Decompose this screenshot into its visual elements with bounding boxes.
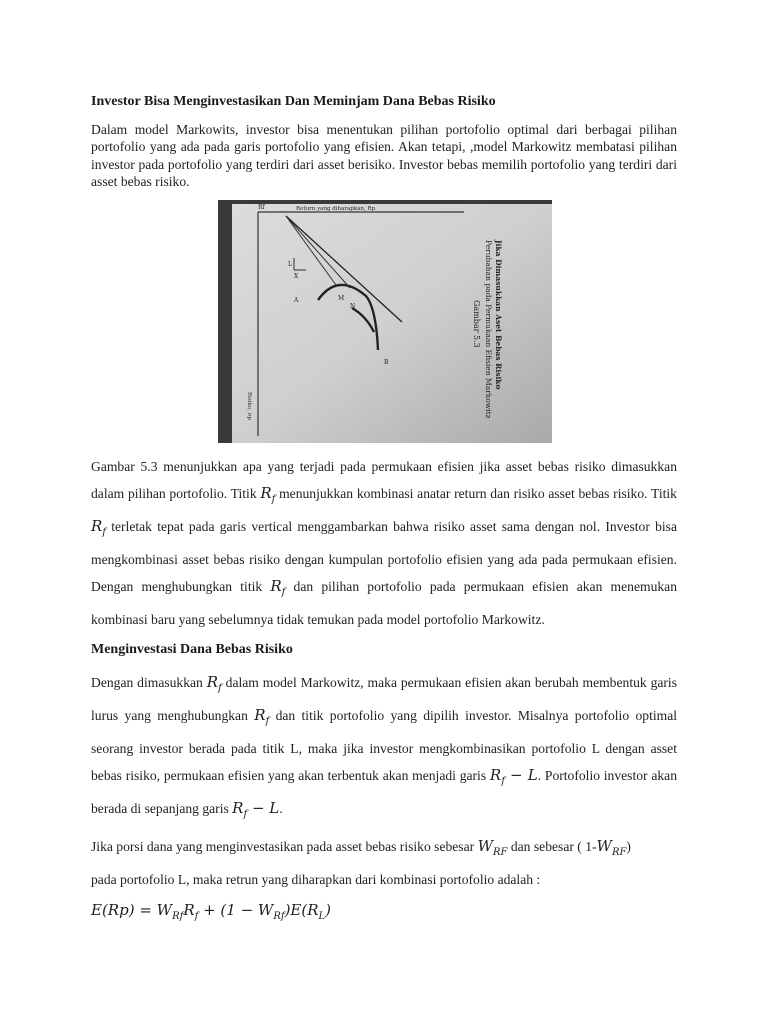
label-point-m: M bbox=[338, 294, 345, 302]
text-fragment: dalam model Markowitz, maka permukaan efisien akan berubah membentuk garis lurus yang menghubungkan bbox=[91, 674, 677, 723]
text-fragment: . bbox=[279, 800, 283, 816]
text-fragment: dan titik portofolio yang dipilih investor. Misalnya portofolio optimal seorang investor berada pada titik L, maka jika investor mengkombinasikan portofolio L dengan asset bebas risiko, permukaan efisien yang akan terbentuk akan menjadi garis bbox=[91, 707, 678, 783]
math-symbol: R bbox=[270, 576, 282, 595]
formula-part: )E(R bbox=[284, 900, 319, 919]
math-symbol: R bbox=[489, 765, 502, 784]
math-rf-minus-l bbox=[489, 765, 538, 787]
label-rf: Rf bbox=[258, 203, 265, 211]
paragraph-intro: Dalam model Markowits, investor bisa menentukan pilihan portofolio optimal dari berbagai pilihan portofolio yang ada pada garis portofolio yang efisien. Akan tetapi, ,model Markowitz membatasi pilihan investor pada portofolio yang terdiri dari asset berisiko. Investor bebas memilih portofolio yang terdiri dari asset bebas risiko. bbox=[91, 122, 677, 190]
math-subscript: f bbox=[281, 586, 286, 598]
paragraph-risk-free bbox=[91, 669, 677, 828]
math-wrf bbox=[596, 836, 627, 858]
formula-subscript: L bbox=[318, 910, 326, 922]
math-symbol: W bbox=[596, 836, 612, 855]
math-rf bbox=[260, 483, 276, 505]
text-fragment: . Portofolio investor akan berada di sepanjang garis bbox=[91, 767, 678, 816]
formula-part: R bbox=[183, 900, 195, 919]
math-subscript: RF bbox=[611, 846, 627, 858]
math-symbol: − L bbox=[504, 765, 538, 784]
formula-part: + (1 − W bbox=[198, 900, 274, 919]
figure-caption-number: Gambar 5.3 bbox=[472, 299, 481, 348]
text-fragment: Dengan dimasukkan bbox=[91, 674, 207, 690]
math-subscript: f bbox=[218, 682, 222, 694]
label-point-b: B bbox=[384, 358, 389, 366]
math-symbol: R bbox=[232, 798, 244, 817]
math-symbol: R bbox=[91, 516, 103, 535]
math-symbol: R bbox=[254, 705, 266, 724]
formula-subscript: f bbox=[194, 910, 199, 922]
math-subscript: RF bbox=[492, 846, 508, 858]
math-rf-minus-l bbox=[232, 798, 280, 820]
figure-graph bbox=[218, 200, 552, 443]
math-subscript: f bbox=[265, 715, 270, 727]
math-subscript: f bbox=[271, 493, 276, 505]
math-subscript: f bbox=[501, 775, 505, 787]
label-point-n: N bbox=[350, 302, 356, 310]
math-wrf bbox=[477, 836, 508, 858]
math-subscript: f bbox=[102, 526, 106, 538]
label-axis-risk: Risiko, σp bbox=[246, 391, 252, 420]
math-rf bbox=[270, 576, 286, 598]
text-fragment: ) bbox=[626, 838, 631, 854]
text-fragment: Jika porsi dana yang menginvestasikan pada asset bebas risiko sebesar bbox=[91, 838, 478, 854]
label-point-l: L bbox=[288, 260, 292, 268]
figure-caption-title: Perubahan pada Permukaan Efisien Markowitz bbox=[484, 239, 493, 419]
text-fragment: Gambar 5.3 menunjukkan apa yang terjadi pada permukaan efisien jika asset bebas risiko dimasukkan dalam pilihan portofolio. Titik bbox=[91, 458, 677, 501]
paragraph-weights bbox=[91, 833, 677, 893]
label-point-a: A bbox=[294, 296, 299, 304]
formula-part: ) bbox=[325, 900, 332, 919]
text-fragment: pada portofolio L, maka retrun yang diharapkan dari kombinasi portofolio adalah : bbox=[91, 871, 541, 887]
math-rf bbox=[91, 516, 106, 538]
math-symbol: W bbox=[477, 836, 493, 855]
math-subscript: f bbox=[243, 808, 248, 820]
formula-subscript: Rf bbox=[273, 910, 285, 922]
text-fragment: dan sebesar ( 1- bbox=[507, 838, 597, 854]
formula-subscript: Rf bbox=[172, 910, 184, 922]
label-axis-return: Return yang diharapkan, Rp bbox=[296, 205, 376, 212]
text-fragment: terletak tepat pada garis vertical menggambarkan bahwa risiko asset sama dengan nol. Investor bisa mengkombinasi asset bebas risiko dengan kumpulan portofolio efisien yang ada pada permukaan efisien. Dengan menghubungkan titik bbox=[91, 518, 677, 594]
figure-caption-subtitle: Jika Dimasukkan Aset Bebas Risiko bbox=[494, 239, 503, 390]
paragraph-figure-explanation bbox=[91, 453, 677, 633]
math-rf bbox=[254, 705, 270, 727]
heading-borrow-lend: Investor Bisa Menginvestasikan Dan Meminjam Dana Bebas Risiko bbox=[91, 94, 496, 109]
heading-risk-free-investing: Menginvestasi Dana Bebas Risiko bbox=[91, 641, 293, 657]
expected-return-formula bbox=[91, 901, 677, 922]
math-symbol: R bbox=[206, 672, 219, 691]
formula-part: E(Rp) = W bbox=[91, 900, 173, 919]
label-point-x: X bbox=[294, 272, 299, 280]
text-fragment: dan pilihan portofolio pada permukaan efisien akan menemukan kombinasi baru yang sebelumnya tidak temukan pada model portofolio Markowitz. bbox=[91, 578, 677, 627]
math-rf bbox=[206, 672, 222, 694]
math-symbol: R bbox=[260, 483, 272, 502]
math-symbol: − L bbox=[247, 798, 280, 817]
figure-efficient-frontier bbox=[218, 200, 552, 443]
document-content bbox=[91, 93, 677, 922]
text-fragment: menunjukkan kombinasi anatar return dan risiko asset bebas risiko. Titik bbox=[275, 485, 677, 501]
